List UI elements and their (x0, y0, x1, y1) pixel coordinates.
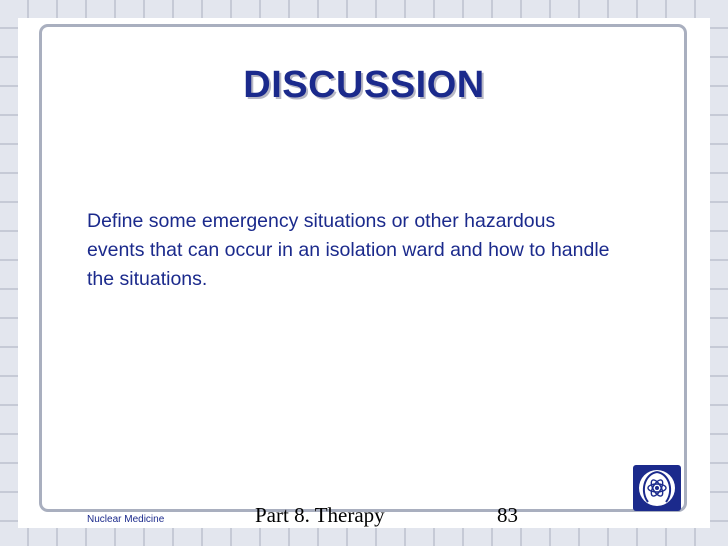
footer-part-label: Part 8. Therapy (255, 503, 385, 527)
border-strip-top (0, 0, 728, 18)
border-strip-bottom (0, 528, 728, 546)
slide-title: DISCUSSION (243, 64, 485, 106)
footer-course-label: Nuclear Medicine (87, 514, 165, 525)
slide-body-text: Define some emergency situations or other hazardous events that can occur in an isolation ward and how to handle the situations. (87, 210, 610, 290)
page-number: 83 (497, 503, 518, 527)
iaea-logo-icon (632, 464, 682, 512)
